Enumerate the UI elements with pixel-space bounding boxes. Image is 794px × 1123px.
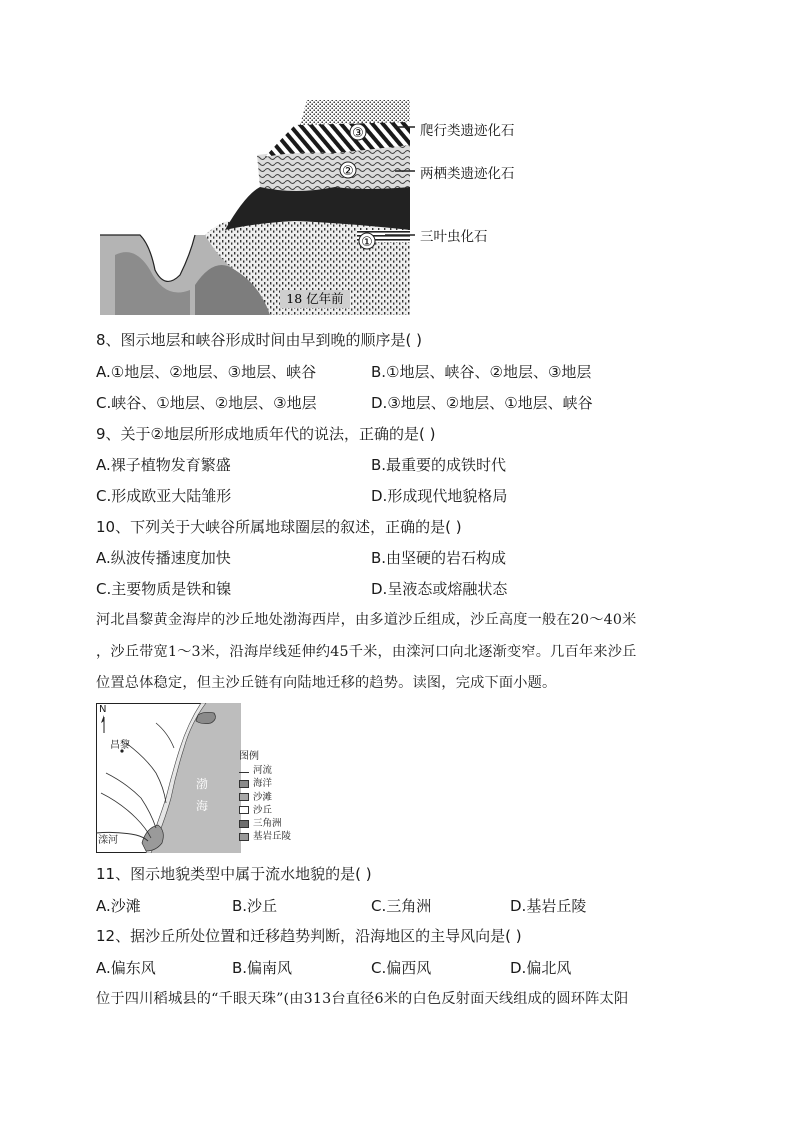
sea-swatch	[239, 780, 249, 788]
question-11-option-c[interactable]: C.三角洲	[371, 897, 432, 915]
legend-label-river: 河流	[253, 765, 273, 777]
question-9-option-c[interactable]: C.形成欧亚大陆雏形	[96, 487, 232, 505]
north-label: N	[99, 704, 107, 715]
sea-label-1: 渤	[196, 777, 209, 791]
bedrock-swatch	[239, 833, 249, 841]
question-12-option-b[interactable]: B.偏南风	[232, 959, 293, 977]
legend-row-sea	[239, 777, 329, 790]
layer-mark-2-text: ②	[342, 164, 354, 179]
question-8-option-c[interactable]: C.峡谷、①地层、②地层、③地层	[96, 394, 317, 412]
question-8-option-a[interactable]: A.①地层、②地层、③地层、峡谷	[96, 363, 317, 381]
layer-mark-3-text: ③	[352, 126, 364, 141]
dune-swatch	[239, 806, 249, 814]
map-legend	[239, 750, 329, 843]
strata-diagram	[95, 95, 425, 320]
delta-swatch	[239, 820, 249, 828]
city-label: 昌黎	[110, 740, 130, 751]
legend-row-bedrock	[239, 830, 329, 843]
beach-swatch	[239, 793, 249, 801]
legend-label-bedrock: 基岩丘陵	[253, 831, 292, 843]
label-trilobite: 三叶虫化石	[420, 229, 488, 245]
sea-label-2: 海	[196, 799, 209, 813]
question-8-option-d[interactable]: D.③地层、②地层、①地层、峡谷	[371, 394, 593, 412]
coast-map	[96, 703, 241, 853]
question-10-stem: 10、下列关于大峡谷所属地球圈层的叙述，正确的是( )	[96, 518, 462, 536]
legend-label-sea: 海洋	[253, 778, 273, 790]
question-12-option-a[interactable]: A.偏东风	[96, 959, 156, 977]
question-10-option-a[interactable]: A.纵波传播速度加快	[96, 549, 231, 567]
question-11-option-d[interactable]: D.基岩丘陵	[510, 897, 587, 915]
question-8-stem: 8、图示地层和峡谷形成时间由早到晚的顺序是( )	[96, 331, 423, 349]
age-label: 18 亿年前	[286, 291, 344, 306]
passage-1-line-3: 位置总体稳定，但主沙丘链有向陆地迁移的趋势。读图，完成下面小题。	[96, 675, 557, 691]
passage-2-line-1: 位于四川稻城县的“千眼天珠”(由313台直径6米的白色反射面天线组成的圆环阵太阳	[96, 991, 629, 1007]
legend-label-dune: 沙丘	[253, 804, 273, 816]
passage-1-line-2: ，沙丘带宽1～3米，沿海岸线延伸约45千米，由滦河口向北逐渐变窄。几百年来沙丘	[96, 644, 637, 660]
label-reptile: 爬行类遗迹化石	[420, 123, 515, 139]
question-9-option-d[interactable]: D.形成现代地貌格局	[371, 487, 508, 505]
question-11-option-b[interactable]: B.沙丘	[232, 897, 278, 915]
question-10-option-b[interactable]: B.由坚硬的岩石构成	[371, 549, 507, 567]
question-10-option-c[interactable]: C.主要物质是铁和镍	[96, 580, 232, 598]
legend-row-river	[239, 764, 329, 777]
legend-title: 图例	[239, 751, 259, 762]
question-8-option-b[interactable]: B.①地层、峡谷、②地层、③地层	[371, 363, 592, 381]
question-12-option-c[interactable]: C.偏西风	[371, 959, 432, 977]
question-9-option-b[interactable]: B.最重要的成铁时代	[371, 456, 507, 474]
legend-row-delta	[239, 817, 329, 830]
legend-label-beach: 沙滩	[253, 791, 273, 803]
question-12-stem: 12、据沙丘所处位置和迁移趋势判断，沿海地区的主导风向是( )	[96, 927, 522, 945]
question-12-option-d[interactable]: D.偏北风	[510, 959, 572, 977]
label-amphibian: 两栖类遗迹化石	[420, 166, 515, 182]
question-9-stem: 9、关于②地层所形成地质年代的说法，正确的是( )	[96, 425, 436, 443]
question-11-stem: 11、图示地貌类型中属于流水地貌的是( )	[96, 865, 372, 883]
legend-row-dune	[239, 804, 329, 817]
river-label: 滦河	[98, 835, 118, 846]
river-swatch	[239, 769, 249, 773]
legend-row-beach	[239, 791, 329, 804]
legend-label-delta: 三角洲	[253, 817, 282, 829]
passage-1-line-1: 河北昌黎黄金海岸的沙丘地处渤海西岸，由多道沙丘组成，沙丘高度一般在20～40米	[96, 612, 637, 628]
question-9-option-a[interactable]: A.裸子植物发育繁盛	[96, 456, 231, 474]
layer-mark-1-text: ①	[361, 235, 373, 250]
strata-figure	[95, 95, 425, 320]
question-11-option-a[interactable]: A.沙滩	[96, 897, 141, 915]
question-10-option-d[interactable]: D.呈液态或熔融状态	[371, 580, 508, 598]
